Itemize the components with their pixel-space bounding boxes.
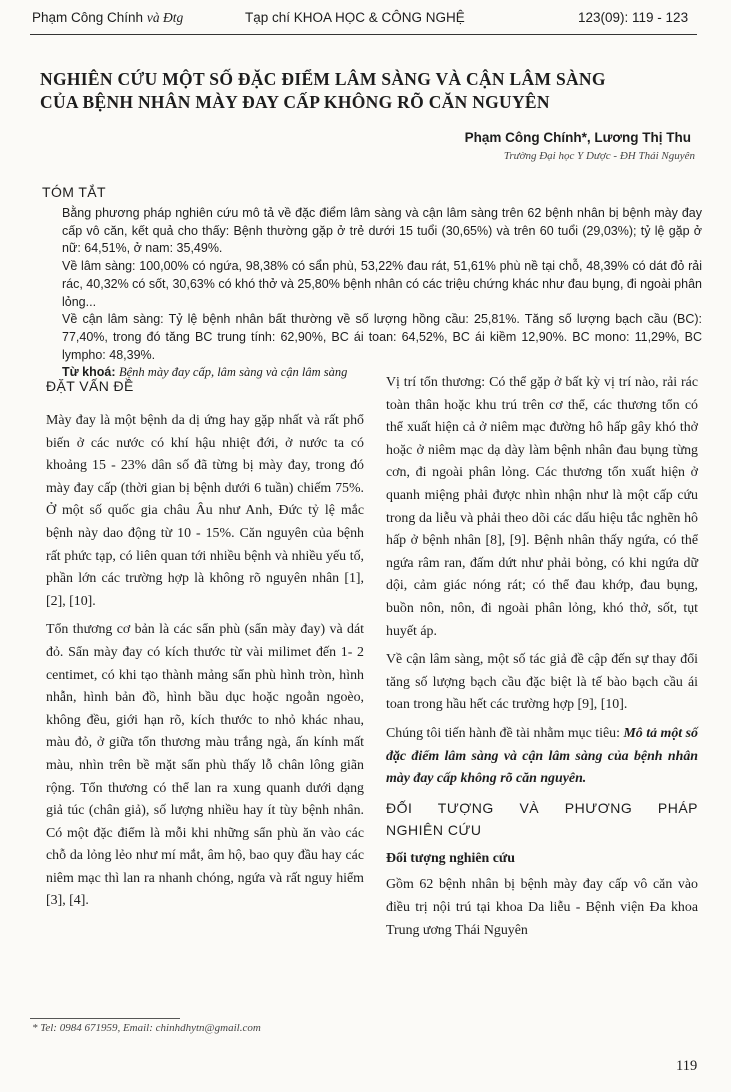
body-paragraph: Mày đay là một bệnh da dị ứng hay gặp nhất và rất phổ biến ở các nước có khí hậu nhiệt đới, ở nước ta có khoảng 15 - 23% dân số đã từng bị mày đay, trong đó mày đay cấp (thời gian bị bệnh dưới 6 tuần) chiếm 75%. Ở một số quốc gia châu Âu như Anh, Đức tỷ lệ mắc bệnh này dao động từ 10 - 15%. Căn nguyên của bệnh rất phức tạp, có liên quan tới nhiều bệnh và nhiều yếu tố, phần lớn các trường hợp là không rõ nguyên nhân [1], [2], [10]. <box>46 413 364 609</box>
footnote: * Tel: 0984 671959, Email: chinhdhytn@gmail.com <box>32 1022 261 1034</box>
abstract-paragraph: Về lâm sàng: 100,00% có ngứa, 98,38% có sẩn phù, 53,22% đau rát, 51,61% phù nề tại chỗ, 48,39% có dát đỏ rải rác, 40,32% có sốt, 30,63% có khó thở và 25,80% bệnh nhân có các triệu chứng khác như đau bụng, đi ngoài phân lỏng... <box>62 259 702 309</box>
subheading-subjects: Đối tượng nghiên cứu <box>386 850 515 866</box>
title-line-1: NGHIÊN CỨU MỘT SỐ ĐẶC ĐIỂM LÂM SÀNG VÀ CẬN LÂM SÀNG <box>40 69 606 89</box>
article-title <box>40 68 700 114</box>
author-list: Phạm Công Chính*, Lương Thị Thu <box>464 130 691 145</box>
abstract-body <box>62 205 702 382</box>
left-column <box>46 410 364 919</box>
running-header-authors <box>32 10 183 26</box>
page-number: 119 <box>676 1058 698 1074</box>
methods-heading-line-2: NGHIÊN CỨU <box>386 822 482 839</box>
running-header-issue: 123(09): 119 - 123 <box>578 10 689 25</box>
right-column <box>386 372 698 948</box>
objective-lead: Chúng tôi tiến hành đề tài nhằm mục tiêu: <box>386 725 620 741</box>
footnote-divider <box>30 1018 180 1019</box>
running-header-journal: Tạp chí KHOA HỌC & CÔNG NGHỆ <box>245 10 465 25</box>
intro-heading: ĐẶT VẤN ĐỀ <box>46 378 134 394</box>
title-line-2: CỦA BỆNH NHÂN MÀY ĐAY CẤP KHÔNG RÕ CĂN NGUYÊN <box>40 92 550 112</box>
body-paragraph: Tổn thương cơ bản là các sẩn phù (sẩn mày đay) và dát đỏ. Sẩn mày đay có kích thước từ vài milimet đến 1- 2 centimet, có khi tạo thành mảng sẩn phù hình tròn, hình nhẫn, hình bản đồ, hình bầu dục hoặc ngoằn ngoèo, không đều, giới hạn rõ, kích thước to nhỏ khác nhau, màu đỏ, ở giữa tổn thương màu trắng ngà, ấn kính mất màu, nhìn trên bề mặt sẩn phù thấy lỗ chân lông giãn rộng. Tổn thương có thể lan ra xung quanh dưới dạng giả túc (chân giả), số lượng nhiều hay ít tùy bệnh nhân. Có một đặc điểm là mỗi khi những sẩn phù ăn vào các chỗ da lỏng lẻo như mí mắt, âm hộ, bao quy đầu hay các niêm mạc thì lan ra nhanh chóng, ngứa và rất nguy hiểm [3], [4]. <box>46 622 364 909</box>
abstract-heading: TÓM TẮT <box>42 184 106 200</box>
objective-paragraph <box>386 723 698 791</box>
header-author: Phạm Công Chính <box>32 10 144 25</box>
body-paragraph: Về cận lâm sàng, một số tác giả đề cập đến sự thay đổi tăng số lượng bạch cầu đặc biệt là tế bào bạch cầu ái toan trong hầu hết các trường hợp [9], [10]. <box>386 652 698 713</box>
header-et-al: và Đtg <box>146 10 184 25</box>
body-paragraph: Vị trí tổn thương: Có thể gặp ở bất kỳ vị trí nào, rải rác toàn thân hoặc khu trú trên cơ thể, các thương tổn có thể xuất hiện cả ở niêm mạc đường hô hấp gây khó thở hoặc ở niêm mạc dạ dày làm bệnh nhân đau bụng từng cơn, đi ngoài phân lỏng. Các thương tổn xuất hiện ở quanh miệng phải được nhìn nhận như là một cấp cứu trong da liễu và phải theo dõi các dấu hiệu tắc nghẽn hô hấp ở bệnh nhân [8], [9]. Bệnh nhân thấy ngứa, có thể ngứa râm ran, đấm dứt như phải bỏng, có khi ngứa dữ dội, cảm giác nóng rát; có thể đau khớp, đau bụng, buồn nôn, nôn, đi ngoài phân lỏng, khó thở, sốt, tụt huyết áp. <box>386 375 698 639</box>
header-divider <box>30 34 697 35</box>
keywords-value: Bệnh mày đay cấp, lâm sàng và cận lâm sàng <box>118 365 348 380</box>
body-paragraph: Gồm 62 bệnh nhân bị bệnh mày đay cấp vô căn vào điều trị nội trú tại khoa Da liễu - Bệnh viện Đa khoa Trung ương Thái Nguyên <box>386 877 698 938</box>
abstract-paragraph: Về cận lâm sàng: Tỷ lệ bệnh nhân bất thường về số lượng hồng cầu: 25,81%. Tăng số lượng bạch cầu (BC): 77,40%, trong đó tăng BC trung tính: 62,90%, BC ái toan: 64,52%, BC ái kiềm 12,90%. BC mono: 11,29%, BC lympho: 48,39%. <box>62 312 702 362</box>
objective-text: Mô tả một số đặc điểm lâm sàng và cận lâm sàng của bệnh nhân mày đay cấp không rõ căn nguyên. <box>386 725 698 787</box>
author-affiliation: Trường Đại học Y Dược - ĐH Thái Nguyên <box>503 150 695 162</box>
abstract-paragraph: Bằng phương pháp nghiên cứu mô tả về đặc điểm lâm sàng và cận lâm sàng trên 62 bệnh nhân bị bệnh mày đay cấp vô căn, kết quả cho thấy: Bệnh thường gặp ở trẻ dưới 15 tuổi (30,65%) và trên 60 tuổi (29,03%); tỷ lệ gặp ở nữ: 64,51%, ở nam: 35,49%. <box>62 206 702 256</box>
methods-heading-line-1: ĐỐI TƯỢNG VÀ PHƯƠNG PHÁP <box>386 799 698 816</box>
keywords-label: Từ khoá: <box>62 365 116 380</box>
